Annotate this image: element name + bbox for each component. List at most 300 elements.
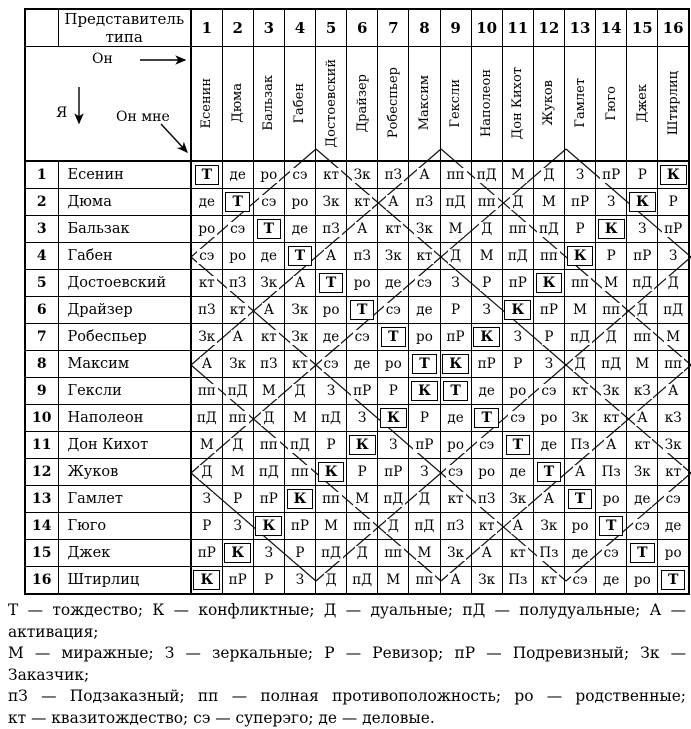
- relation-code: де: [352, 357, 372, 373]
- relation-code: пД: [444, 195, 468, 211]
- relation-code: Зк: [352, 168, 373, 184]
- relation-code: К: [287, 489, 314, 509]
- relation-code: пп: [631, 330, 653, 346]
- relation-code: сэ: [633, 519, 652, 535]
- relation-cell: [284, 378, 315, 405]
- relation-code: пп: [258, 438, 280, 454]
- relation-code: Зк: [539, 519, 560, 535]
- relation-cell: [596, 189, 627, 216]
- relation-cell: [596, 486, 627, 513]
- relation-code: пР: [289, 519, 311, 535]
- relation-cell: [565, 243, 596, 270]
- relation-cell: [502, 270, 533, 297]
- relation-code: Р: [480, 276, 493, 292]
- relation-code: К: [598, 219, 625, 239]
- relation-cell: [502, 567, 533, 595]
- relation-cell: [658, 189, 689, 216]
- relation-cell: [284, 297, 315, 324]
- relation-cell: [316, 513, 347, 540]
- table-row: [25, 324, 689, 351]
- row-type-name: Робеспьер: [58, 324, 191, 351]
- relation-code: кт: [321, 168, 341, 184]
- header-type-name-label: Дюма: [231, 78, 244, 125]
- header-type-name: [191, 47, 222, 162]
- relation-cell: [565, 432, 596, 459]
- relation-code: Т: [319, 273, 343, 293]
- relation-cell: [378, 513, 409, 540]
- relation-cell: [347, 189, 378, 216]
- relation-code: А: [542, 492, 556, 508]
- row-number: 6: [25, 297, 58, 324]
- relation-cell: [316, 270, 347, 297]
- relation-code: кт: [632, 438, 652, 454]
- table-row: [25, 297, 689, 324]
- relation-cell: [316, 161, 347, 189]
- header-col-number: 10: [471, 9, 502, 47]
- relation-code: сэ: [508, 411, 527, 427]
- relation-cell: [440, 513, 471, 540]
- relation-code: пп: [227, 411, 249, 427]
- relation-cell: [565, 513, 596, 540]
- relation-code: К: [536, 273, 563, 293]
- header-type-name-label: Достоевский: [325, 54, 338, 149]
- relation-cell: [658, 486, 689, 513]
- relation-code: пД: [319, 411, 343, 427]
- relation-cell: [471, 351, 502, 378]
- row-type-name: Джек: [58, 540, 191, 567]
- relation-code: Зк: [290, 303, 311, 319]
- relation-cell: [347, 513, 378, 540]
- relation-cell: [565, 189, 596, 216]
- relation-code: Пз: [537, 546, 560, 562]
- relation-code: пД: [599, 357, 623, 373]
- relation-cell: [533, 297, 564, 324]
- relation-code: пп: [507, 222, 529, 238]
- relation-code: пР: [662, 222, 684, 238]
- relation-code: пД: [475, 168, 499, 184]
- relation-code: сэ: [446, 465, 465, 481]
- header-type-name: [565, 47, 596, 162]
- header-col-number: 7: [378, 9, 409, 47]
- header-type-name-label: Есенин: [200, 73, 213, 130]
- relation-cell: [627, 459, 658, 486]
- relation-code: кЗ: [632, 384, 653, 400]
- header-col-number: 14: [596, 9, 627, 47]
- relation-cell: [565, 459, 596, 486]
- relation-cell: [347, 432, 378, 459]
- legend-line: кт — квазитождество; сэ — суперэго; де — деловые.: [8, 708, 686, 729]
- relation-cell: [347, 297, 378, 324]
- relation-cell: [284, 513, 315, 540]
- relation-cell: [378, 216, 409, 243]
- relation-cell: [409, 405, 440, 432]
- relation-cell: [565, 378, 596, 405]
- relation-code: К: [411, 381, 438, 401]
- header-type-name-label: Гамлет: [574, 73, 587, 130]
- relation-cell: [565, 405, 596, 432]
- top-header-cell: [58, 9, 191, 47]
- relation-code: А: [666, 384, 680, 400]
- relation-code: М: [322, 519, 340, 535]
- header-type-name-label: Гексли: [449, 74, 462, 130]
- header-col-number: 1: [191, 9, 222, 47]
- relation-code: Д: [573, 357, 588, 373]
- top-header-label: Представитель типа: [64, 10, 184, 46]
- relation-cell: [533, 540, 564, 567]
- relation-code: де: [477, 384, 497, 400]
- relation-cell: [191, 486, 222, 513]
- relation-code: де: [259, 249, 279, 265]
- relation-code: пР: [538, 303, 560, 319]
- relation-code: Д: [292, 384, 307, 400]
- relation-code: пР: [445, 330, 467, 346]
- relation-cell: [596, 161, 627, 189]
- relation-cell: [565, 216, 596, 243]
- relation-code: А: [417, 168, 431, 184]
- relation-code: К: [660, 165, 687, 185]
- relation-cell: [347, 270, 378, 297]
- relation-code: М: [509, 168, 527, 184]
- relation-cell: [533, 216, 564, 243]
- relation-code: пп: [382, 546, 404, 562]
- relation-cell: [347, 486, 378, 513]
- relation-code: пР: [476, 357, 498, 373]
- relation-cell: [316, 378, 347, 405]
- relation-cell: [222, 189, 253, 216]
- relation-cell: [596, 243, 627, 270]
- relation-cell: [316, 243, 347, 270]
- relation-code: кт: [290, 357, 310, 373]
- relation-code: де: [290, 222, 310, 238]
- relation-code: М: [602, 276, 620, 292]
- relation-cell: [284, 540, 315, 567]
- relation-code: Зк: [507, 492, 528, 508]
- relation-code: З: [480, 303, 492, 319]
- relation-code: пп: [569, 276, 591, 292]
- relation-cell: [471, 243, 502, 270]
- header-type-name: [440, 47, 471, 162]
- relation-code: К: [442, 354, 469, 374]
- relation-cell: [502, 243, 533, 270]
- relation-cell: [440, 297, 471, 324]
- relation-code: Т: [412, 354, 436, 374]
- relation-code: Р: [542, 330, 555, 346]
- relation-code: Т: [661, 570, 685, 590]
- relation-cell: [347, 540, 378, 567]
- relation-code: пР: [382, 465, 404, 481]
- relation-cell: [627, 216, 658, 243]
- relation-cell: [378, 432, 409, 459]
- relation-code: кЗ: [663, 411, 684, 427]
- relation-code: Р: [293, 546, 306, 562]
- relation-code: сэ: [571, 573, 590, 589]
- header-type-name-label: Джек: [636, 79, 649, 124]
- relation-cell: [253, 297, 284, 324]
- relation-cell: [565, 270, 596, 297]
- relation-cell: [471, 405, 502, 432]
- relation-cell: [191, 297, 222, 324]
- relation-cell: [471, 324, 502, 351]
- header-type-name: [378, 47, 409, 162]
- relation-cell: [658, 216, 689, 243]
- relation-code: М: [633, 357, 651, 373]
- relation-cell: [409, 432, 440, 459]
- relation-cell: [222, 161, 253, 189]
- relation-code: Т: [257, 219, 281, 239]
- relation-code: Р: [231, 492, 244, 508]
- relation-cell: [409, 243, 440, 270]
- relation-code: де: [383, 276, 403, 292]
- relation-cell: [253, 432, 284, 459]
- relation-code: пД: [350, 573, 374, 589]
- relation-code: пР: [569, 195, 591, 211]
- relation-cell: [658, 432, 689, 459]
- relation-code: ро: [663, 546, 684, 562]
- row-number: 8: [25, 351, 58, 378]
- relation-cell: [502, 324, 533, 351]
- relation-code: Д: [448, 249, 463, 265]
- relation-cell: [191, 405, 222, 432]
- row-type-name: Наполеон: [58, 405, 191, 432]
- relation-code: де: [601, 573, 621, 589]
- relation-code: З: [201, 492, 213, 508]
- relation-cell: [502, 459, 533, 486]
- relation-cell: [284, 324, 315, 351]
- relation-code: М: [664, 330, 682, 346]
- relation-code: де: [414, 303, 434, 319]
- relation-cell: [471, 540, 502, 567]
- relation-code: Зк: [445, 546, 466, 562]
- relation-code: Р: [574, 222, 587, 238]
- row-number: 13: [25, 486, 58, 513]
- relation-code: К: [567, 246, 594, 266]
- header-type-name-label: Штирлиц: [667, 66, 680, 137]
- relation-cell: [253, 378, 284, 405]
- relation-code: пР: [196, 546, 218, 562]
- relation-code: пЗ: [414, 195, 435, 211]
- relation-cell: [316, 297, 347, 324]
- relation-cell: [658, 378, 689, 405]
- relation-code: пР: [227, 573, 249, 589]
- relation-code: де: [228, 168, 248, 184]
- relation-cell: [222, 297, 253, 324]
- row-number: 14: [25, 513, 58, 540]
- relation-cell: [409, 324, 440, 351]
- header-col-number: 2: [222, 9, 253, 47]
- row-type-name: Драйзер: [58, 297, 191, 324]
- relation-cell: [378, 189, 409, 216]
- relation-cell: [658, 513, 689, 540]
- relation-code: ро: [196, 222, 217, 238]
- relation-cell: [347, 459, 378, 486]
- relation-cell: [222, 378, 253, 405]
- header-type-name: [347, 47, 378, 162]
- he-label: Он: [92, 51, 113, 67]
- relation-cell: [316, 486, 347, 513]
- relation-code: пД: [226, 384, 250, 400]
- relation-cell: [316, 216, 347, 243]
- header-col-number: 16: [658, 9, 689, 47]
- relation-cell: [440, 540, 471, 567]
- relation-cell: [627, 297, 658, 324]
- relation-code: Р: [387, 384, 400, 400]
- header-col-number: 6: [347, 9, 378, 47]
- relation-cell: [471, 513, 502, 540]
- relation-cell: [378, 243, 409, 270]
- relation-code: пЗ: [227, 276, 248, 292]
- relation-code: М: [260, 384, 278, 400]
- relation-code: пР: [258, 492, 280, 508]
- relation-code: Т: [474, 408, 498, 428]
- relation-cell: [378, 297, 409, 324]
- relation-code: З: [418, 465, 430, 481]
- relation-code: Д: [604, 330, 619, 346]
- row-number: 16: [25, 567, 58, 595]
- relation-cell: [222, 216, 253, 243]
- relation-cell: [658, 324, 689, 351]
- relation-cell: [533, 270, 564, 297]
- relation-cell: [565, 351, 596, 378]
- relation-code: сэ: [322, 357, 341, 373]
- relation-cell: [222, 405, 253, 432]
- relation-code: Т: [537, 462, 561, 482]
- relation-code: ро: [352, 276, 373, 292]
- relation-code: А: [324, 249, 338, 265]
- relation-cell: [284, 486, 315, 513]
- relation-code: ро: [383, 357, 404, 373]
- relation-cell: [191, 270, 222, 297]
- relation-cell: [378, 324, 409, 351]
- relation-code: А: [604, 438, 618, 454]
- relation-cell: [596, 540, 627, 567]
- relation-code: А: [355, 222, 369, 238]
- relation-code: ро: [601, 492, 622, 508]
- relation-cell: [222, 243, 253, 270]
- relation-cell: [627, 432, 658, 459]
- legend: [8, 600, 686, 729]
- relation-code: пЗ: [476, 492, 497, 508]
- relation-cell: [253, 486, 284, 513]
- relation-code: пп: [445, 168, 467, 184]
- relation-cell: [627, 270, 658, 297]
- relation-cell: [502, 486, 533, 513]
- relation-cell: [533, 189, 564, 216]
- header-col-number: 5: [316, 9, 347, 47]
- relation-cell: [471, 216, 502, 243]
- relation-cell: [565, 540, 596, 567]
- relation-code: К: [380, 408, 407, 428]
- relation-code: кт: [259, 330, 279, 346]
- relation-cell: [409, 161, 440, 189]
- relation-cell: [565, 297, 596, 324]
- relation-code: К: [318, 462, 345, 482]
- row-number: 11: [25, 432, 58, 459]
- relation-code: пЗ: [445, 519, 466, 535]
- relation-code: М: [416, 546, 434, 562]
- relation-code: ро: [445, 438, 466, 454]
- relation-cell: [253, 513, 284, 540]
- row-number: 10: [25, 405, 58, 432]
- relation-code: кт: [197, 276, 217, 292]
- relation-cell: [658, 351, 689, 378]
- relation-code: де: [197, 195, 217, 211]
- relation-cell: [440, 351, 471, 378]
- relation-cell: [316, 567, 347, 595]
- relation-code: сэ: [290, 168, 309, 184]
- relation-code: Зк: [383, 249, 404, 265]
- relation-cell: [440, 189, 471, 216]
- relation-code: пп: [196, 384, 218, 400]
- relation-cell: [471, 297, 502, 324]
- row-type-name: Максим: [58, 351, 191, 378]
- row-type-name: Дюма: [58, 189, 191, 216]
- relation-cell: [347, 351, 378, 378]
- relation-code: пп: [289, 465, 311, 481]
- relation-code: ро: [414, 330, 435, 346]
- relation-cell: [253, 161, 284, 189]
- relation-code: Т: [599, 516, 623, 536]
- relation-cell: [253, 540, 284, 567]
- relation-cell: [191, 351, 222, 378]
- relation-cell: [409, 189, 440, 216]
- relation-cell: [222, 270, 253, 297]
- corner-spacer-cell: [25, 9, 58, 47]
- relation-cell: [253, 189, 284, 216]
- relation-code: пД: [661, 303, 685, 319]
- relation-cell: [378, 351, 409, 378]
- relation-cell: [440, 459, 471, 486]
- relation-cell: [627, 161, 658, 189]
- relation-cell: [533, 378, 564, 405]
- relation-cell: [253, 243, 284, 270]
- table-row: [25, 351, 689, 378]
- relation-code: Зк: [570, 411, 591, 427]
- relation-code: К: [473, 327, 500, 347]
- relation-cell: [191, 432, 222, 459]
- relation-cell: [627, 189, 658, 216]
- relation-code: Зк: [414, 222, 435, 238]
- row-number: 2: [25, 189, 58, 216]
- relation-cell: [533, 567, 564, 595]
- relation-cell: [409, 513, 440, 540]
- relation-cell: [378, 161, 409, 189]
- relation-cell: [502, 540, 533, 567]
- table-row: [25, 540, 689, 567]
- relation-code: ро: [539, 411, 560, 427]
- relation-code: де: [570, 546, 590, 562]
- diagonal-arrow-icon: [161, 124, 187, 152]
- header-col-number: 11: [502, 9, 533, 47]
- relation-code: пР: [631, 249, 653, 265]
- row-type-name: Бальзак: [58, 216, 191, 243]
- header-col-number: 8: [409, 9, 440, 47]
- relation-code: кт: [508, 546, 528, 562]
- table-row: [25, 432, 689, 459]
- relation-code: А: [200, 357, 214, 373]
- relation-code: Зк: [227, 357, 248, 373]
- relation-cell: [222, 432, 253, 459]
- relation-cell: [440, 567, 471, 595]
- row-type-name: Гексли: [58, 378, 191, 405]
- relation-code: сэ: [664, 492, 683, 508]
- relation-code: Т: [630, 543, 654, 563]
- relation-code: Д: [666, 276, 681, 292]
- table-row: [25, 486, 689, 513]
- relation-cell: [440, 378, 471, 405]
- relation-cell: [471, 459, 502, 486]
- relation-cell: [409, 540, 440, 567]
- relation-cell: [502, 513, 533, 540]
